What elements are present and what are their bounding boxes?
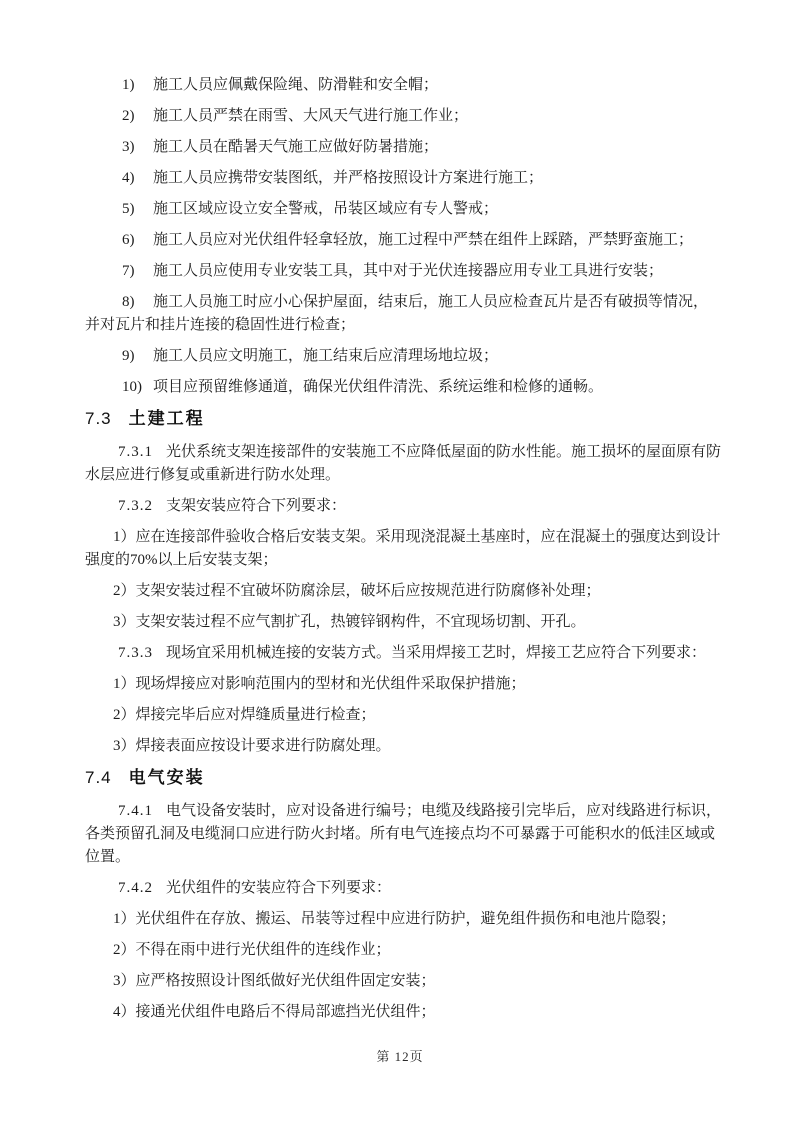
sub-list-item: 4）接通光伏组件电路后不得局部遮挡光伏组件； (113, 1004, 436, 1020)
list-item-number: 10) (122, 379, 142, 395)
clause (85, 642, 722, 665)
clause-number: 7.4.2 (118, 880, 153, 896)
section-number: 7.4 (85, 768, 112, 787)
list-item-text: 施工人员应携带安装图纸，并严格按照设计方案进行施工； (153, 170, 544, 186)
list-item-text: 施工区域应设立安全警戒，吊装区域应有专人警戒； (153, 201, 499, 217)
sub-list-item: 3）支架安装过程不应气割扩孔，热镀锌钢构件，不宜现场切割、开孔。 (113, 614, 586, 630)
section-title: 土建工程 (128, 409, 205, 428)
list-item (85, 229, 722, 252)
list-item-number: 7) (122, 263, 135, 279)
safety-list (85, 74, 722, 399)
list-item-text: 施工人员应对光伏组件轻拿轻放，施工过程中严禁在组件上踩踏，严禁野蛮施工； (153, 232, 694, 248)
list-item (85, 105, 722, 128)
list-item (85, 345, 722, 368)
list-item-text: 项目应预留维修通道，确保光伏组件清洗、系统运维和检修的通畅。 (153, 379, 604, 395)
list-item-number: 8) (122, 294, 135, 310)
list-item (85, 260, 722, 283)
clause-text: 电气设备安装时，应对设备进行编号；电缆及线路接引完毕后，应对线路进行标识，各类预留孔洞及电缆洞口应进行防火封堵。所有电气连接点均不可暴露于可能积水的低洼区域或位置。 (85, 803, 722, 865)
list-item (85, 136, 722, 159)
list-item-text: 施工人员严禁在雨雪、大风天气进行施工作业； (153, 108, 469, 124)
clause-text: 光伏组件的安装应符合下列要求： (166, 880, 392, 896)
sub-list-item: 3）应严格按照设计图纸做好光伏组件固定安装； (113, 973, 436, 989)
list-item-number: 4) (122, 170, 135, 186)
clause-number: 7.4.1 (118, 803, 153, 819)
sub-list-item: 3）焊接表面应按设计要求进行防腐处理。 (113, 738, 391, 754)
list-item-text: 施工人员施工时应小心保护屋面，结束后，施工人员应检查瓦片是否有破损等情况，并对瓦片和挂片连接的稳固性进行检查； (85, 294, 709, 333)
sub-list-item: 1）应在连接部件验收合格后安装支架。采用现浇混凝土基座时，应在混凝土的强度达到设计强度的70%以上后安装支架； (85, 529, 721, 568)
sub-list-item: 2）焊接完毕后应对焊缝质量进行检查； (113, 707, 376, 723)
clause-text: 现场宜采用机械连接的安装方式。当采用焊接工艺时，焊接工艺应符合下列要求： (166, 645, 707, 661)
list-item (85, 198, 722, 221)
page-number: 第 12页 (376, 1049, 424, 1064)
sub-list-item: 1）现场焊接应对影响范围内的型材和光伏组件采取保护措施； (113, 676, 526, 692)
list-item-text: 施工人员应文明施工，施工结束后应清理场地垃圾； (153, 348, 499, 364)
section-electrical-installation (85, 766, 722, 1024)
list-item-text: 施工人员应使用专业安装工具，其中对于光伏连接器应用专业工具进行安装； (153, 263, 664, 279)
list-item (85, 376, 722, 399)
section-civil-works (85, 407, 722, 758)
list-item-number: 2) (122, 108, 135, 124)
list-item-number: 1) (122, 77, 135, 93)
clause (85, 800, 722, 869)
sub-list-item: 1）光伏组件在存放、搬运、吊装等过程中应进行防护，避免组件损伤和电池片隐裂； (113, 911, 676, 927)
list-item (85, 291, 722, 337)
clause-number: 7.3.1 (118, 444, 153, 460)
list-item-number: 6) (122, 232, 135, 248)
list-item-text: 施工人员应佩戴保险绳、防滑鞋和安全帽； (153, 77, 439, 93)
list-item (85, 167, 722, 190)
sub-list-item: 2）支架安装过程不宜破坏防腐涂层，破坏后应按规范进行防腐修补处理； (113, 583, 601, 599)
sub-list-item: 2）不得在雨中进行光伏组件的连线作业； (113, 942, 391, 958)
list-item-number: 5) (122, 201, 135, 217)
clause (85, 495, 722, 518)
list-item-number: 3) (122, 139, 135, 155)
list-item (85, 74, 722, 97)
clause (85, 877, 722, 900)
list-item-number: 9) (122, 348, 135, 364)
clause-number: 7.3.3 (118, 645, 153, 661)
clause (85, 441, 722, 487)
section-heading (85, 407, 722, 431)
list-item-text: 施工人员在酷暑天气施工应做好防暑措施； (153, 139, 439, 155)
clause-number: 7.3.2 (118, 498, 153, 514)
clause-text: 支架安装应符合下列要求： (166, 498, 347, 514)
section-heading (85, 766, 722, 790)
section-title: 电气安装 (128, 768, 205, 787)
clause-text: 光伏系统支架连接部件的安装施工不应降低屋面的防水性能。施工损坏的屋面原有防水层应进行修复或重新进行防水处理。 (85, 444, 722, 483)
section-number: 7.3 (85, 409, 112, 428)
